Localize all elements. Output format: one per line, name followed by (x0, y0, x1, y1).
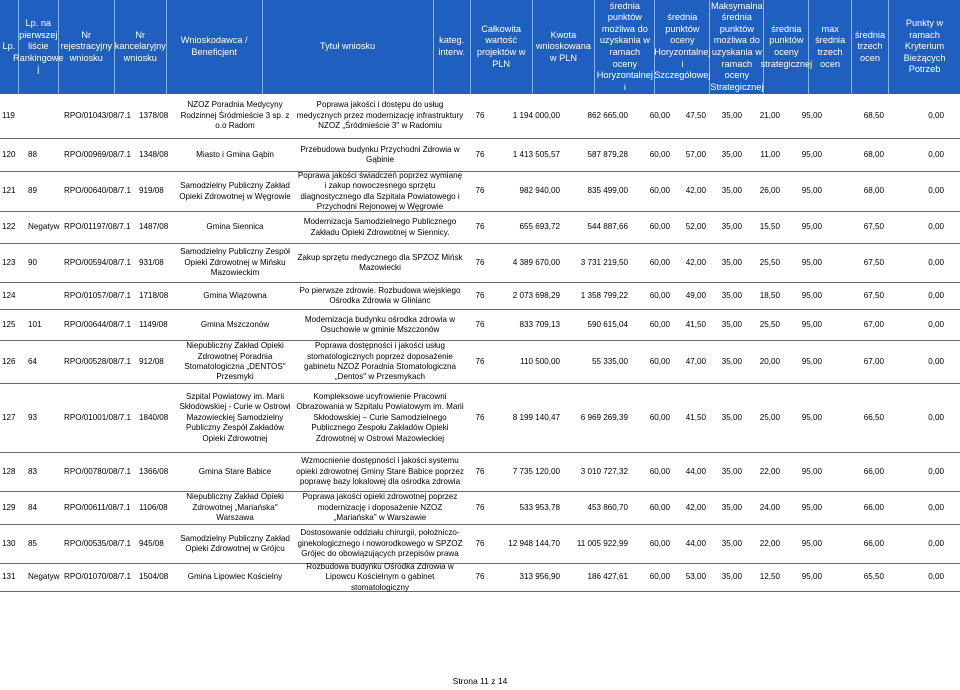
cell-wn: Miasto i Gmina Gąbin (196, 149, 274, 159)
cell-srs: 25,50 (759, 257, 780, 267)
table-row (0, 212, 960, 244)
cell-tytul: Przebudowa budynku Przychodni Zdrowia w Gąbinie (300, 144, 460, 164)
cell-sr3: 66,00 (863, 538, 884, 548)
cell-maxs: 35,00 (721, 572, 742, 582)
table-row (0, 492, 960, 525)
cell-srhs: 57,00 (685, 149, 706, 159)
cell-kwota: 1 358 799,22 (580, 290, 628, 300)
cell-lp: 128 (2, 466, 16, 476)
cell-kanc: 931/08 (139, 257, 164, 267)
cell-wn: NZOZ Poradnia Medycyny Rodzinnej Śródmieście 3 sp. z o.o Radom (180, 100, 290, 131)
cell-lp1: 90 (28, 257, 38, 267)
cell-srhs: 44,00 (685, 466, 706, 476)
cell-kanc: 1504/08 (139, 572, 169, 582)
cell-kanc: 1106/08 (139, 502, 168, 512)
header-avg-strategic: średnia punktów oceny strategicznej (764, 0, 809, 94)
cell-calk: 12 948 144,70 (508, 538, 560, 548)
cell-maxs: 35,00 (721, 186, 742, 196)
cell-lp1: 84 (28, 502, 38, 512)
header-total-value: Całkowita wartość projektów w PLN (471, 0, 533, 94)
cell-lp: 122 (2, 222, 16, 232)
cell-wn: Gmina Wiązowna (203, 290, 267, 300)
cell-sr3: 66,00 (863, 502, 884, 512)
cell-kanc: 945/08 (139, 538, 164, 548)
cell-maxs: 35,00 (721, 149, 742, 159)
cell-maxhs: 60,00 (649, 257, 670, 267)
header-category: kateg. interw. (434, 0, 471, 94)
cell-bp: 0,00 (928, 222, 944, 232)
cell-kat: 76 (475, 412, 485, 422)
cell-srs: 12,50 (759, 572, 780, 582)
cell-lp: 121 (2, 186, 16, 196)
cell-maxs: 35,00 (721, 222, 742, 232)
cell-kanc: 1366/08 (139, 466, 169, 476)
cell-srs: 22,00 (759, 538, 780, 548)
cell-lp: 123 (2, 257, 16, 267)
table-row (0, 283, 960, 310)
cell-srs: 18,50 (759, 290, 780, 300)
cell-tytul: Poprawa dostępności i jakości usług stomatologicznych poprzez doposażenie gabinetu NZOZ Poradnia Stomatologiczna „Dentos" w Przesmykach (303, 341, 457, 382)
cell-maxs: 35,00 (721, 502, 742, 512)
cell-sr3: 67,50 (863, 222, 884, 232)
cell-maxs: 35,00 (721, 290, 742, 300)
cell-kanc: 919/08 (139, 186, 164, 196)
cell-reg: RPO/00535/08/7.1 (64, 538, 132, 548)
cell-max3: 95,00 (801, 149, 822, 159)
header-avg-three: średnia trzech ocen (852, 0, 889, 94)
cell-srs: 21,00 (759, 110, 780, 120)
cell-kanc: 1149/08 (139, 319, 168, 329)
cell-reg: RPO/01070/08/7.1 (64, 572, 132, 582)
cell-max3: 95,00 (801, 319, 822, 329)
header-office-number: Nr kancelaryjny wniosku (115, 0, 167, 94)
table-row (0, 139, 960, 172)
cell-calk: 8 199 140,47 (512, 412, 560, 422)
cell-calk: 1 194 000,00 (512, 110, 560, 120)
cell-srs: 11,00 (760, 149, 780, 159)
cell-calk: 4 389 670,00 (512, 257, 560, 267)
cell-kat: 76 (475, 466, 485, 476)
cell-wn: Niepubliczny Zakład Opieki Zdrowotnej „Mariańska" Warszawa (186, 492, 284, 523)
cell-lp: 126 (2, 356, 16, 366)
cell-tytul: Dostosowanie oddziału chirurgii, położniczo-ginekologicznego i noworodkowego w SPZOZ Grójec do obowiązujących przepisów prawa (297, 528, 463, 559)
cell-maxhs: 60,00 (649, 110, 670, 120)
cell-bp: 0,00 (928, 356, 944, 366)
table-row (0, 244, 960, 283)
cell-sr3: 65,50 (863, 572, 884, 582)
cell-max3: 95,00 (801, 222, 822, 232)
cell-maxhs: 60,00 (649, 186, 670, 196)
cell-tytul: Wzmocnienie dostępności i jakości systemu opieki zdrowotnej Gminy Stare Babice poprzez poprawę bazy lokalowej dla ośrodka zdrowia (296, 456, 464, 487)
cell-lp1: Negatyw (28, 572, 60, 582)
cell-bp: 0,00 (928, 502, 944, 512)
cell-calk: 655 693,72 (519, 222, 560, 232)
cell-calk: 110 500,00 (520, 356, 560, 366)
cell-bp: 0,00 (928, 466, 944, 476)
cell-srs: 22,00 (759, 466, 780, 476)
cell-bp: 0,00 (928, 572, 944, 582)
cell-tytul: Poprawa jakości i dostępu do usług medycznych przez modernizację infrastruktury NZOZ „Śródmieście 3" w Radomiu (296, 100, 464, 131)
cell-maxs: 35,00 (721, 466, 742, 476)
cell-reg: RPO/01057/08/7.1 (64, 290, 132, 300)
header-applicant: Wnioskodawca / Beneficjent (167, 0, 263, 94)
cell-max3: 95,00 (801, 466, 822, 476)
cell-lp1: 88 (28, 149, 38, 159)
cell-tytul: Modernizacja Samodzielnego Publicznego Zakładu Opieki Zdrowotnej w Siennicy. (303, 217, 457, 237)
cell-srhs: 47,00 (685, 356, 706, 366)
cell-srs: 15,50 (759, 222, 780, 232)
cell-lp1: 101 (28, 319, 42, 329)
header-reg-number: Nr rejestracyjny wniosku (59, 0, 115, 94)
cell-tytul: Modernizacja budynku ośrodka zdrowia w Osuchowie w gminie Mszczonów (304, 314, 456, 334)
cell-wn: Gmina Lipowiec Kościelny (187, 572, 283, 582)
cell-kat: 76 (475, 356, 485, 366)
cell-calk: 833 709,13 (519, 319, 560, 329)
cell-wn: Gmina Stare Babice (198, 466, 272, 476)
cell-lp1: 64 (28, 356, 38, 366)
table-row (0, 561, 960, 592)
cell-kwota: 835 499,00 (587, 186, 628, 196)
table-row (0, 341, 960, 384)
cell-maxs: 35,00 (721, 257, 742, 267)
cell-reg: RPO/01043/08/7.1 (64, 110, 132, 120)
cell-max3: 95,00 (801, 412, 822, 422)
cell-bp: 0,00 (928, 538, 944, 548)
cell-sr3: 68,00 (863, 149, 884, 159)
cell-lp1: 93 (28, 412, 38, 422)
cell-reg: RPO/00528/08/7.1 (64, 356, 132, 366)
cell-kwota: 3 010 727,32 (580, 466, 628, 476)
cell-kanc: 1718/08 (139, 290, 169, 300)
cell-kat: 76 (475, 502, 485, 512)
cell-max3: 95,00 (801, 186, 822, 196)
cell-max3: 95,00 (801, 257, 822, 267)
cell-srhs: 42,00 (685, 257, 706, 267)
cell-bp: 0,00 (928, 412, 944, 422)
cell-kwota: 3 731 219,50 (580, 257, 628, 267)
cell-lp: 119 (2, 110, 15, 120)
cell-calk: 982 940,00 (519, 186, 560, 196)
cell-kat: 76 (475, 186, 485, 196)
cell-sr3: 67,50 (863, 290, 884, 300)
cell-kanc: 1348/08 (139, 149, 169, 159)
header-lp-first-list: Lp. na pierwszej liście Rankingowe j (19, 0, 59, 94)
header-project-title: Tytuł wniosku (263, 0, 434, 94)
page-footer: Strona 11 z 14 (452, 676, 508, 686)
cell-sr3: 67,00 (863, 319, 884, 329)
header-max-three: max średnia trzech ocen (809, 0, 852, 94)
header-lp: Lp. (0, 0, 19, 94)
cell-maxs: 35,00 (721, 110, 742, 120)
cell-kanc: 1378/08 (139, 110, 169, 120)
table-header (0, 0, 960, 104)
cell-kwota: 453 860,70 (587, 502, 628, 512)
cell-srhs: 42,00 (685, 186, 706, 196)
cell-calk: 533 953,78 (519, 502, 560, 512)
cell-kanc: 912/08 (139, 356, 164, 366)
cell-tytul: Zakup sprzętu medycznego dla SPZOZ Mińsk Mazowiecki (297, 252, 463, 272)
cell-kat: 76 (475, 257, 485, 267)
cell-sr3: 67,00 (863, 356, 884, 366)
cell-maxhs: 60,00 (649, 356, 670, 366)
cell-kat: 76 (475, 319, 485, 329)
cell-tytul: Rozbudowa budynku Ośrodka Zdrowia w Lipowcu Kościelnym o gabinet stomatologiczny (306, 561, 454, 592)
cell-bp: 0,00 (928, 290, 944, 300)
cell-lp1 (28, 94, 64, 138)
cell-max3: 95,00 (801, 572, 822, 582)
header-avg-hs: średnia punktów oceny Horyzontalnej i Szczegółowej (655, 0, 710, 94)
cell-sr3: 67,50 (863, 257, 884, 267)
cell-maxhs: 60,00 (649, 538, 670, 548)
cell-tytul: Po pierwsze zdrowie. Rozbudowa wiejskiego Ośrodka Zdrowia w Glinianc (299, 285, 461, 305)
cell-srhs: 41,50 (685, 412, 706, 422)
cell-sr3: 66,50 (863, 412, 884, 422)
cell-reg: RPO/00611/08/7.1 (64, 502, 131, 512)
cell-kwota: 55 335,00 (591, 356, 628, 366)
cell-lp1 (28, 283, 64, 309)
cell-kat: 76 (475, 538, 485, 548)
cell-reg: RPO/00780/08/7.1 (64, 466, 132, 476)
header-max-strategic: Maksymalna średnia punktów możliwa do uzyskania w ramach oceny Strategicznej (710, 0, 764, 94)
cell-kat: 76 (475, 290, 485, 300)
cell-srhs: 42,00 (685, 502, 706, 512)
cell-wn: Gmina Siennica (206, 222, 264, 232)
cell-bp: 0,00 (928, 186, 944, 196)
cell-srs: 25,00 (759, 412, 780, 422)
table-row (0, 310, 960, 341)
cell-kat: 76 (475, 572, 485, 582)
cell-maxs: 35,00 (721, 412, 742, 422)
cell-kwota: 590 615,04 (587, 319, 628, 329)
cell-kanc: 1487/08 (139, 222, 169, 232)
cell-max3: 95,00 (801, 356, 822, 366)
cell-bp: 0,00 (928, 319, 944, 329)
cell-srhs: 47,50 (685, 110, 706, 120)
cell-wn: Samodzielny Publiczny Zespół Opieki Zdrowotnej w Mińsku Mazowieckim (180, 247, 290, 278)
cell-max3: 95,00 (801, 502, 822, 512)
cell-kwota: 6 969 269,39 (580, 412, 628, 422)
cell-maxhs: 60,00 (649, 572, 670, 582)
table-row (0, 172, 960, 212)
table-row (0, 453, 960, 492)
cell-kwota: 186 427,61 (587, 572, 628, 582)
cell-wn: Gmina Mszczonów (200, 319, 270, 329)
cell-tytul: Kompleksowe ucyfrowienie Pracowni Obrazowania w Szpitalu Powiatowym im. Marii Skłodowskiej – Curie Samodzielnego Publicznego Zespołu Zakładów Opieki Zdrowotnej w Ostrowi Mazowieckiej (296, 391, 464, 443)
cell-lp: 125 (2, 319, 16, 329)
cell-kat: 76 (475, 149, 485, 159)
cell-reg: RPO/01001/08/7.1 (64, 412, 132, 422)
cell-kwota: 862 665,00 (587, 110, 628, 120)
cell-kat: 76 (475, 222, 485, 232)
cell-maxs: 35,00 (721, 319, 742, 329)
cell-max3: 95,00 (801, 110, 822, 120)
cell-bp: 0,00 (928, 110, 944, 120)
cell-srs: 25,50 (759, 319, 780, 329)
cell-maxhs: 60,00 (649, 149, 670, 159)
cell-calk: 2 073 698,29 (512, 290, 560, 300)
header-requested-amount: Kwota wnioskowana w PLN (533, 0, 596, 94)
cell-kwota: 11 005 922,99 (576, 538, 628, 548)
cell-kat: 76 (475, 110, 485, 120)
cell-lp: 131 (2, 572, 16, 582)
cell-maxhs: 60,00 (649, 319, 670, 329)
cell-srs: 26,00 (759, 186, 780, 196)
cell-reg: RPO/00640/08/7.1 (64, 186, 132, 196)
cell-reg: RPO/00644/08/7.1 (64, 319, 132, 329)
cell-bp: 0,00 (928, 257, 944, 267)
cell-calk: 7 735 120,00 (512, 466, 560, 476)
cell-tytul: Poprawa jakości opieki zdrowotnej poprzez modernizację i doposażenie NZOZ „Mariańska" w Warszawie (302, 492, 458, 523)
cell-calk: 313 956,90 (519, 572, 560, 582)
cell-wn: Szpital Powiatowy im. Marii Skłodowskiej - Curie w Ostrowi Mazowieckiej Samodzielny Publiczny Zespół Zakładów Opieki Zdrowotnej (179, 391, 291, 443)
cell-srhs: 53,00 (685, 572, 706, 582)
cell-maxs: 35,00 (721, 356, 742, 366)
cell-srhs: 44,00 (685, 538, 706, 548)
cell-kwota: 544 887,66 (587, 222, 628, 232)
cell-srhs: 49,00 (685, 290, 706, 300)
cell-lp: 120 (2, 149, 16, 159)
cell-wn: Samodzielny Publiczny Zakład Opieki Zdrowotnej w Grójcu (180, 533, 290, 553)
table-row (0, 384, 960, 453)
cell-reg: RPO/00969/08/7.1 (64, 149, 132, 159)
header-current-needs: Punkty w ramach Kryterium Bieżących Potrzeb (903, 18, 946, 75)
cell-kanc: 1840/08 (139, 412, 169, 422)
table-row (0, 525, 960, 564)
cell-wn: Samodzielny Publiczny Zakład Opieki Zdrowotnej w Węgrowie (179, 181, 291, 201)
cell-max3: 95,00 (801, 538, 822, 548)
cell-sr3: 68,00 (863, 186, 884, 196)
cell-lp: 129 (2, 502, 16, 512)
cell-reg: RPO/00594/08/7.1 (64, 257, 132, 267)
cell-maxhs: 60,00 (649, 222, 670, 232)
cell-bp: 0,00 (928, 149, 944, 159)
cell-sr3: 66,00 (863, 466, 884, 476)
cell-srhs: 41,50 (685, 319, 706, 329)
cell-lp1: 83 (28, 466, 38, 476)
header-max-hs: średnia punktów możliwa do uzyskania w ramach oceny Horyzontalnej i Szczegółowej (595, 0, 655, 94)
cell-kwota: 587 879,28 (587, 149, 628, 159)
cell-lp: 127 (2, 412, 16, 422)
cell-lp1: Negatyw (28, 222, 60, 232)
cell-maxhs: 60,00 (649, 290, 670, 300)
cell-lp: 124 (2, 290, 16, 300)
cell-reg: RPO/01197/08/7.1 (64, 222, 131, 232)
table-row (0, 94, 960, 139)
cell-lp1: 85 (28, 538, 38, 548)
cell-max3: 95,00 (801, 290, 822, 300)
cell-maxhs: 60,00 (649, 502, 670, 512)
cell-maxhs: 60,00 (649, 466, 670, 476)
cell-wn: Niepubliczny Zakład Opieki Zdrowotnej Poradnia Stomatologiczna „DENTOS" Przesmyki (184, 341, 286, 382)
cell-srhs: 52,00 (685, 222, 706, 232)
cell-tytul: Poprawa jakości świadczeń poprzez wymianę i zakup nowoczesnego sprzętu diagnostycznego dla Szpitala Powiatowego i Przychodni Rejonowej w Węgrowie (297, 170, 463, 211)
cell-maxs: 35,00 (721, 538, 742, 548)
cell-srs: 20,00 (759, 356, 780, 366)
cell-calk: 1 413 505,57 (512, 149, 560, 159)
cell-lp1: 89 (28, 186, 38, 196)
cell-srs: 24,00 (759, 502, 780, 512)
cell-maxhs: 60,00 (649, 412, 670, 422)
cell-lp: 130 (2, 538, 16, 548)
cell-sr3: 68,50 (863, 110, 884, 120)
